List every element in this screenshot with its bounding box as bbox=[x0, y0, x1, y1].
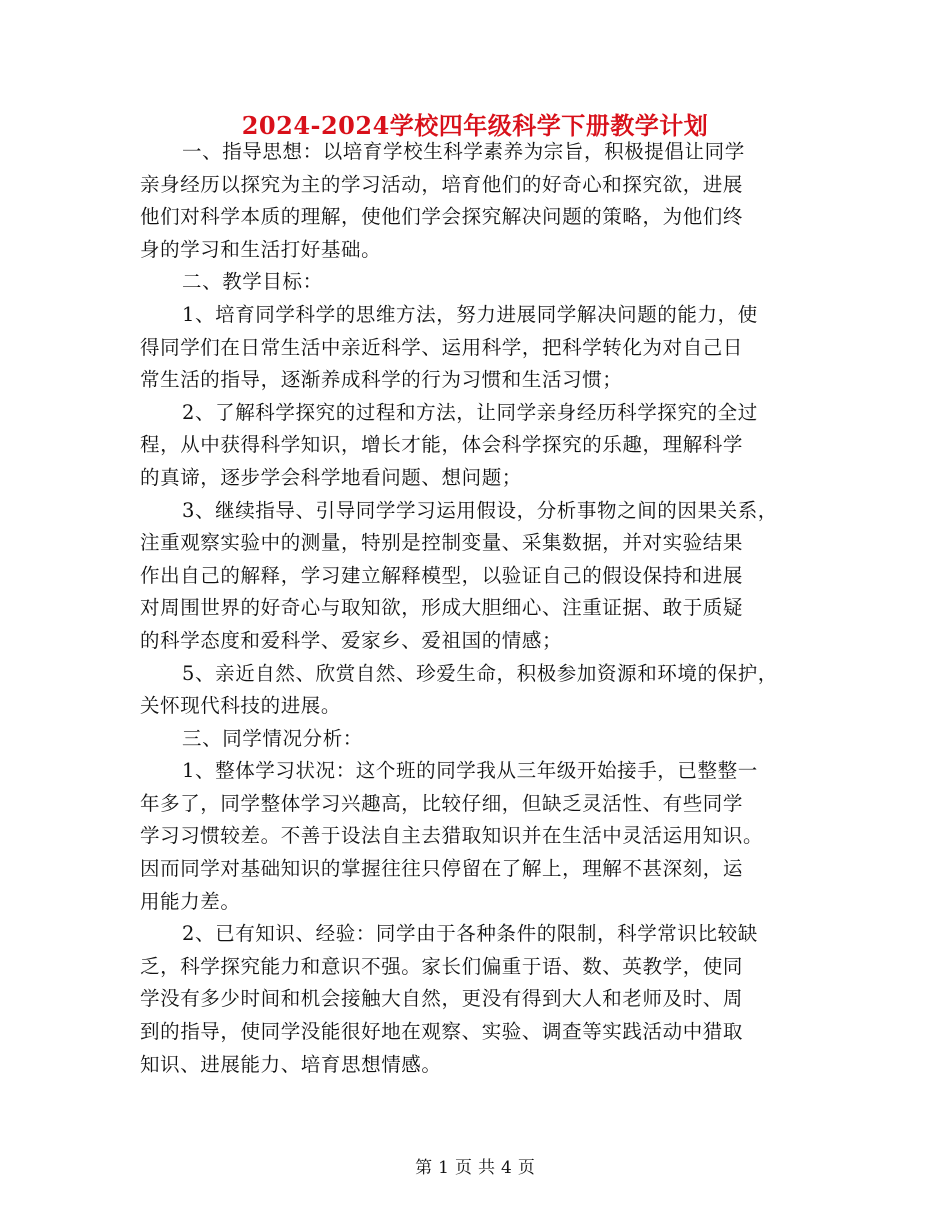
document-body bbox=[140, 136, 820, 1081]
document-title: 2024-2024学校四年级科学下册教学计划 bbox=[241, 111, 709, 140]
paragraph-line: 注重观察实验中的测量，特别是控制变量、采集数据，并对实验结果 bbox=[140, 531, 744, 555]
paragraph-line: 1、培育同学科学的思维方法，努力进展同学解决问题的能力，使 bbox=[182, 302, 758, 326]
paragraph-line: 年多了，同学整体学习兴趣高，比较仔细，但缺乏灵活性、有些同学 bbox=[140, 791, 744, 815]
paragraph-line: 到的指导，使同学没能很好地在观察、实验、调查等实践活动中猎取 bbox=[140, 1020, 744, 1044]
paragraph-line: 学习习惯较差。不善于设法自主去猎取知识并在生活中灵活运用知识。 bbox=[140, 824, 764, 848]
paragraph-line: 用能力差。 bbox=[140, 889, 241, 913]
paragraph-line: 的科学态度和爱科学、爱家乡、爱祖国的情感； bbox=[140, 628, 563, 652]
paragraph-line: 乏，科学探究能力和意识不强。家长们偏重于语、数、英教学，使同 bbox=[140, 954, 744, 978]
section-heading: 二、教学目标： bbox=[182, 270, 323, 294]
paragraph-line: 一、指导思想：以培育学校生科学素养为宗旨，积极提倡让同学 bbox=[182, 140, 745, 163]
paragraph-line: 3、继续指导、引导同学学习运用假设，分析事物之间的因果关系， bbox=[182, 498, 778, 522]
section-heading: 三、同学情况分析： bbox=[182, 726, 363, 750]
paragraph-line: 程，从中获得科学知识，增长才能，体会科学探究的乐趣，理解科学 bbox=[140, 433, 744, 457]
paragraph-line: 5、亲近自然、欣赏自然、珍爱生命，积极参加资源和环境的保护， bbox=[182, 661, 778, 685]
footer-page-number: 1 bbox=[438, 1158, 449, 1178]
paragraph-line: 的真谛，逐步学会科学地看问题、想问题； bbox=[140, 465, 522, 489]
page-footer bbox=[0, 1156, 950, 1180]
paragraph-line: 学没有多少时间和机会接触大自然，更没有得到大人和老师及时、周 bbox=[140, 987, 744, 1011]
paragraph-line: 知识、进展能力、培育思想情感。 bbox=[140, 1052, 442, 1076]
paragraph-line: 因而同学对基础知识的掌握往往只停留在了解上，理解不甚深刻，运 bbox=[140, 857, 744, 881]
paragraph-line: 作出自己的解释，学习建立解释模型，以验证自己的假设保持和进展 bbox=[140, 563, 744, 587]
footer-total-suffix: 页 bbox=[517, 1158, 535, 1178]
paragraph-line: 2、已有知识、经验：同学由于各种条件的限制，科学常识比较缺 bbox=[182, 922, 758, 946]
paragraph-line: 关怀现代科技的进展。 bbox=[140, 694, 342, 718]
paragraph-line: 常生活的指导，逐渐养成科学的行为习惯和生活习惯； bbox=[140, 368, 623, 392]
paragraph-line: 亲身经历以探究为主的学习活动，培育他们的好奇心和探究欲，进展 bbox=[140, 172, 744, 196]
paragraph-line: 2、了解科学探究的过程和方法，让同学亲身经历科学探究的全过 bbox=[182, 400, 758, 424]
footer-page-mid: 页 bbox=[455, 1158, 472, 1178]
footer-page-prefix: 第 bbox=[415, 1158, 433, 1178]
paragraph-line: 他们对科学本质的理解，使他们学会探究解决问题的策略，为他们终 bbox=[140, 205, 744, 229]
paragraph-line: 对周围世界的好奇心与取知欲，形成大胆细心、注重证据、敢于质疑 bbox=[140, 596, 744, 620]
paragraph-line: 得同学们在日常生活中亲近科学、运用科学，把科学转化为对自己日 bbox=[140, 335, 744, 359]
paragraph-line: 1、整体学习状况：这个班的同学我从三年级开始接手，已整整一 bbox=[182, 759, 758, 783]
paragraph-line: 身的学习和生活打好基础。 bbox=[140, 237, 382, 261]
footer-total-prefix: 共 bbox=[478, 1158, 495, 1178]
footer-total-pages: 4 bbox=[501, 1158, 512, 1178]
